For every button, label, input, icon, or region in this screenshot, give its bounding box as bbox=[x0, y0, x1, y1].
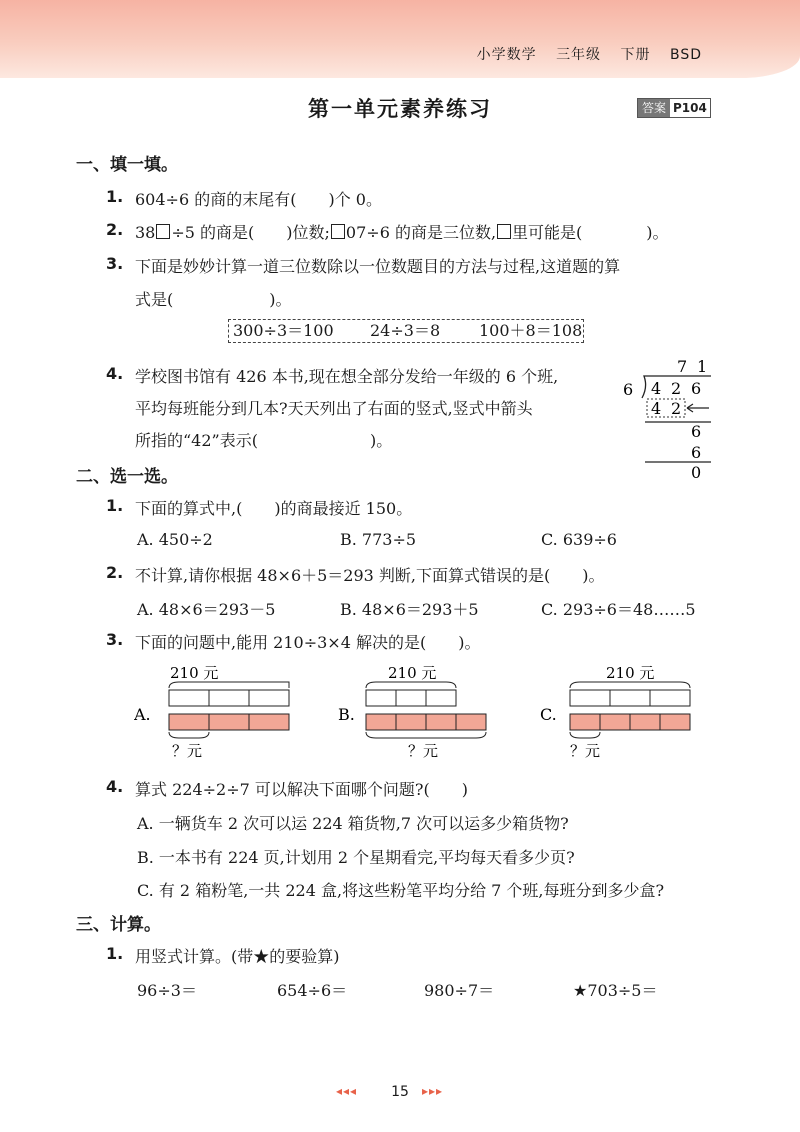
remainder-digit: 0 bbox=[691, 463, 702, 482]
top-brace bbox=[570, 682, 690, 688]
fill-q4-line1: 学校图书馆有 426 本书,现在想全部分发给一年级的 6 个班, bbox=[135, 367, 559, 386]
diagram-top-label: 210 元 bbox=[170, 664, 219, 682]
unit-box bbox=[570, 690, 610, 706]
diagram-bottom-label: ？元 bbox=[570, 742, 601, 760]
fill-q3-step: 100＋8＝108 bbox=[479, 321, 583, 340]
unit-box bbox=[610, 690, 650, 706]
diagram-c[interactable] bbox=[540, 660, 710, 760]
left-arrows-icon: ◂◂◂ bbox=[336, 1084, 358, 1098]
divisor: 6 bbox=[623, 380, 634, 399]
choose-q4-option-b[interactable]: B. 一本书有 224 页,计划用 2 个星期看完,平均每天看多少页? bbox=[137, 848, 575, 867]
choose-q3-number: 3. bbox=[106, 630, 124, 649]
choose-q4-text: 算式 224÷2÷7 可以解决下面哪个问题?( ) bbox=[135, 780, 468, 799]
fill-q1-text: 604÷6 的商的末尾有( )个 0。 bbox=[135, 190, 382, 209]
choose-q2-text: 不计算,请你根据 48×6＋5＝293 判断,下面算式错误的是( )。 bbox=[135, 566, 605, 585]
dividend-digit: 2 bbox=[671, 379, 682, 398]
diagram-bottom-label: ？元 bbox=[172, 742, 203, 760]
unit-bar bbox=[426, 714, 456, 730]
blank-square-icon bbox=[497, 224, 511, 239]
choose-q1-option-c[interactable]: C. 639÷6 bbox=[541, 530, 617, 549]
calc-item-star: ★703÷5＝ bbox=[573, 981, 658, 1000]
unit-bar bbox=[366, 714, 396, 730]
choose-q1-option-b[interactable]: B. 773÷5 bbox=[340, 530, 417, 549]
calc-item: 654÷6＝ bbox=[277, 981, 348, 1000]
unit-box bbox=[169, 690, 209, 706]
diagram-top-label: 210 元 bbox=[388, 664, 437, 682]
choose-q1-option-a[interactable]: A. 450÷2 bbox=[137, 530, 213, 549]
section-choose-heading: 二、选一选。 bbox=[76, 467, 178, 487]
fill-q2-part-b: ÷5 的商是( )位数; bbox=[171, 223, 330, 242]
choose-q2-number: 2. bbox=[106, 563, 124, 582]
unit-box bbox=[209, 690, 249, 706]
fill-q2-part-a: 38 bbox=[135, 223, 156, 242]
unit-bar bbox=[660, 714, 690, 730]
diagram-bottom-label: ？元 bbox=[408, 742, 439, 760]
header-edition: BSD bbox=[669, 47, 702, 63]
step2-digit: 6 bbox=[691, 422, 702, 441]
section-fill-heading: 一、填一填。 bbox=[76, 155, 178, 175]
bottom-brace bbox=[169, 732, 209, 738]
fill-q3-step: 24÷3＝8 bbox=[370, 321, 441, 340]
answer-tag-page: P104 bbox=[670, 99, 710, 117]
bottom-brace bbox=[570, 732, 600, 738]
bottom-brace bbox=[366, 732, 486, 738]
fill-q2-text bbox=[135, 220, 669, 243]
step1-digit: 2 bbox=[671, 399, 682, 418]
choose-q1-text: 下面的算式中,( )的商最接近 150。 bbox=[135, 499, 413, 518]
unit-box bbox=[650, 690, 690, 706]
fill-q4-line3: 所指的“42”表示( )。 bbox=[135, 431, 393, 450]
unit-box bbox=[366, 690, 396, 706]
choose-q1-number: 1. bbox=[106, 496, 124, 515]
section-calc-heading: 三、计算。 bbox=[76, 915, 161, 935]
fill-q3-number: 3. bbox=[106, 254, 124, 273]
step1-digit: 4 bbox=[651, 399, 662, 418]
diagram-a[interactable] bbox=[134, 660, 304, 760]
header-meta bbox=[463, 44, 702, 64]
header-banner bbox=[0, 0, 800, 78]
calc-item: 96÷3＝ bbox=[137, 981, 197, 1000]
dividend-digit: 6 bbox=[691, 379, 702, 398]
blank-square-icon bbox=[331, 224, 345, 239]
right-arrows-icon: ▸▸▸ bbox=[422, 1084, 444, 1098]
fill-q3-step: 300÷3＝100 bbox=[233, 321, 334, 340]
unit-bar bbox=[209, 714, 249, 730]
choose-q4-option-c[interactable]: C. 有 2 箱粉笔,一共 224 盒,将这些粉笔平均分给 7 个班,每班分到多少盒? bbox=[137, 881, 665, 900]
fill-q3-line1: 下面是妙妙计算一道三位数除以一位数题目的方法与过程,这道题的算 bbox=[135, 257, 621, 276]
diagram-letter: A. bbox=[134, 705, 151, 724]
unit-box bbox=[249, 690, 289, 706]
fill-q1-number: 1. bbox=[106, 187, 124, 206]
long-division bbox=[615, 354, 715, 482]
choose-q2-option-c[interactable]: C. 293÷6＝48……5 bbox=[541, 600, 696, 619]
diagram-letter: B. bbox=[338, 705, 355, 724]
choose-q4-option-a[interactable]: A. 一辆货车 2 次可以运 224 箱货物,7 次可以运多少箱货物? bbox=[137, 814, 569, 833]
step3-digit: 6 bbox=[691, 443, 702, 462]
dividend-digit: 4 bbox=[651, 379, 662, 398]
fill-q2-part-d: 里可能是( )。 bbox=[512, 223, 669, 242]
unit-bar bbox=[570, 714, 600, 730]
quotient-digit: 1 bbox=[697, 357, 708, 376]
unit-box bbox=[396, 690, 426, 706]
fill-q2-part-c: 07÷6 的商是三位数, bbox=[345, 223, 497, 242]
fill-q2-number: 2. bbox=[106, 220, 124, 239]
calc-q1-text: 用竖式计算。(带★的要验算) bbox=[135, 947, 340, 966]
page-number: 15 bbox=[391, 1084, 409, 1100]
unit-bar bbox=[456, 714, 486, 730]
answer-tag-label: 答案 bbox=[638, 99, 670, 117]
fill-q3-line2: 式是( )。 bbox=[135, 290, 292, 309]
blank-square-icon bbox=[156, 224, 170, 239]
choose-q2-option-b[interactable]: B. 48×6＝293＋5 bbox=[340, 600, 479, 619]
choose-q4-number: 4. bbox=[106, 777, 124, 796]
choose-q3-text: 下面的问题中,能用 210÷3×4 解决的是( )。 bbox=[135, 633, 481, 652]
fill-q4-number: 4. bbox=[106, 364, 124, 383]
choose-q2-option-a[interactable]: A. 48×6＝293－5 bbox=[137, 600, 276, 619]
header-term: 下册 bbox=[620, 47, 651, 63]
quotient-digit: 7 bbox=[677, 357, 688, 376]
diagram-b[interactable] bbox=[338, 660, 508, 760]
fill-q4-line2: 平均每班能分到几本?天天列出了右面的竖式,竖式中箭头 bbox=[135, 399, 533, 418]
header-grade: 三年级 bbox=[556, 47, 602, 63]
top-brace bbox=[366, 682, 456, 688]
header-subject: 小学数学 bbox=[476, 47, 537, 63]
unit-bar bbox=[169, 714, 209, 730]
diagram-letter: C. bbox=[540, 705, 557, 724]
unit-bar bbox=[600, 714, 630, 730]
unit-bar bbox=[396, 714, 426, 730]
diagram-top-label: 210 元 bbox=[606, 664, 655, 682]
calc-q1-number: 1. bbox=[106, 944, 124, 963]
unit-bar bbox=[630, 714, 660, 730]
unit-bar bbox=[249, 714, 289, 730]
answer-tag[interactable] bbox=[637, 98, 711, 118]
top-brace bbox=[169, 682, 289, 688]
page-title: 第一单元素养练习 bbox=[308, 97, 492, 121]
calc-item: 980÷7＝ bbox=[424, 981, 495, 1000]
unit-box bbox=[426, 690, 456, 706]
fill-q3-steps-box bbox=[228, 319, 584, 343]
